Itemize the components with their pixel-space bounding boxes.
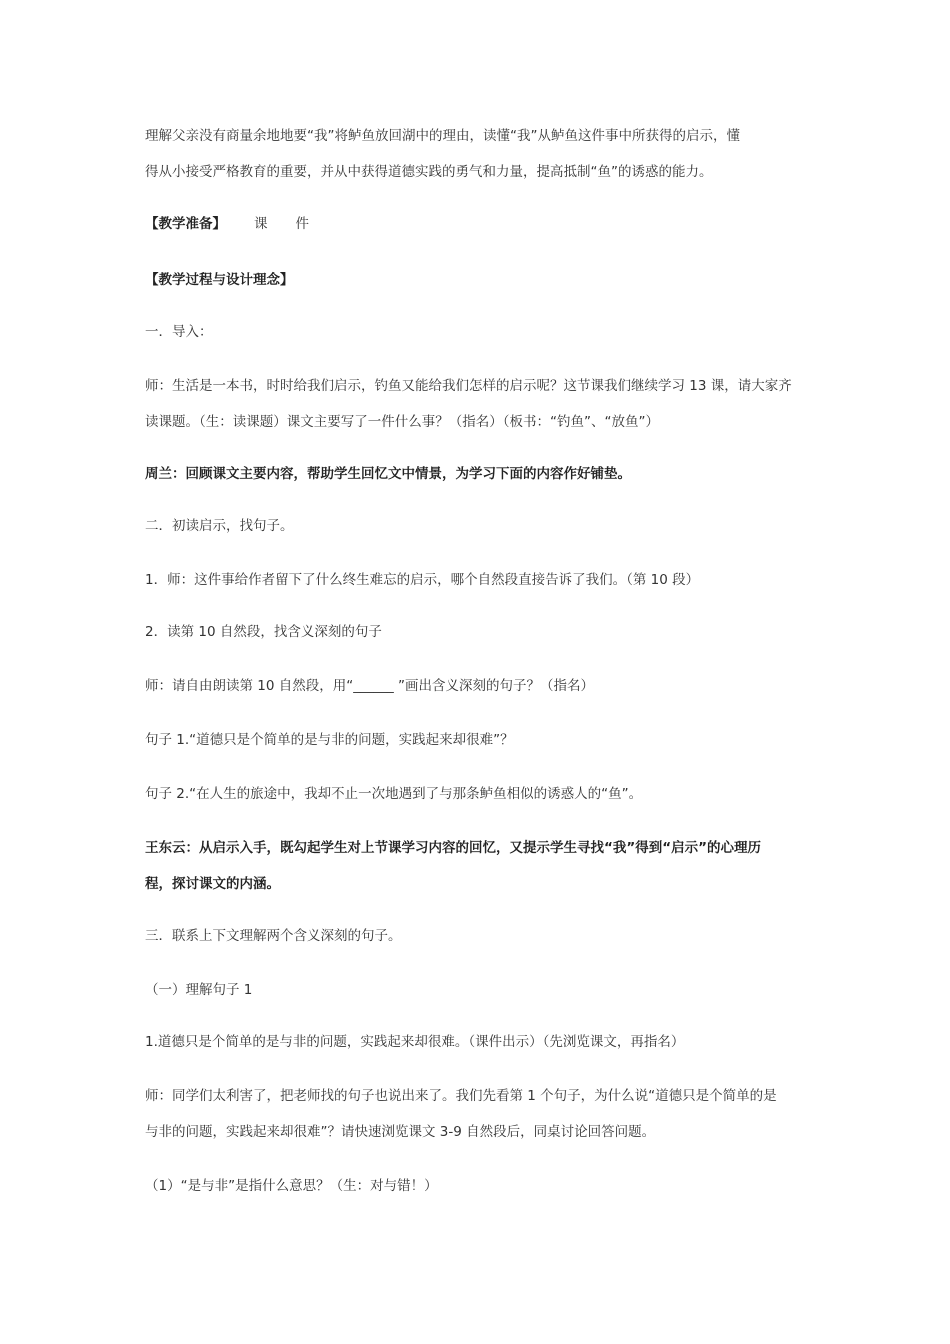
comment-2-line-1: 王东云：从启示入手，既勾起学生对上节课学习内容的回忆，又提示学生寻找“我”得到“启示”的心理历 xyxy=(145,840,761,856)
step-2: 2．读第 10 自然段，找含义深刻的句子 xyxy=(145,624,382,640)
comment-2-line-2: 程，探讨课文的内涵。 xyxy=(145,876,280,892)
intro-paragraph xyxy=(145,118,815,190)
question-1: （1）“是与非”是指什么意思？（生：对与错！） xyxy=(145,1178,438,1194)
teacher-1-line-1: 师：生活是一本书，时时给我们启示，钓鱼又能给我们怎样的启示呢？这节课我们继续学习 13 课，请大家齐 xyxy=(145,378,792,394)
sub-heading-1: （一）理解句子 1 xyxy=(145,982,253,998)
sentence-1: 句子 1.“道德只是个简单的是与非的问题，实践起来却很难”？ xyxy=(145,732,514,748)
prep-heading: 【教学准备】 xyxy=(145,216,226,232)
teacher-3-line-2: 与非的问题，实践起来却很难”？请快速浏览课文 3-9 自然段后，同桌讨论回答问题。 xyxy=(145,1124,656,1140)
prep-line xyxy=(145,206,815,242)
section-3-heading: 三．联系上下文理解两个含义深刻的句子。 xyxy=(145,928,402,944)
prep-item-1: 课 xyxy=(254,216,268,232)
comment-2 xyxy=(145,830,815,902)
process-heading: 【教学过程与设计理念】 xyxy=(145,272,294,288)
intro-line-1: 理解父亲没有商量余地地要“我”将鲈鱼放回湖中的理由，读懂“我”从鲈鱼这件事中所获得的启示，懂 xyxy=(145,128,740,144)
sentence-2: 句子 2.“在人生的旅途中，我却不止一次地遇到了与那条鲈鱼相似的诱惑人的“鱼”。 xyxy=(145,786,643,802)
comment-1: 周兰：回顾课文主要内容，帮助学生回忆文中情景，为学习下面的内容作好铺垫。 xyxy=(145,466,631,482)
teacher-3-line-1: 师：同学们太利害了，把老师找的句子也说出来了。我们先看第 1 个句子，为什么说“道德只是个简单的是 xyxy=(145,1088,777,1104)
teacher-1-line-2: 读课题。（生：读课题）课文主要写了一件什么事？（指名）（板书：“钓鱼”、“放鱼”） xyxy=(145,414,659,430)
section-1-heading: 一．导入： xyxy=(145,324,213,340)
teacher-paragraph-2: 师：请自由朗读第 10 自然段，用“______ ”画出含义深刻的句子？（指名） xyxy=(145,678,595,694)
section-2-heading: 二．初读启示，找句子。 xyxy=(145,518,294,534)
step-1: 1．师：这件事给作者留下了什么终生难忘的启示，哪个自然段直接告诉了我们。（第 10 段） xyxy=(145,572,700,588)
item-1: 1.道德只是个简单的是与非的问题，实践起来却很难。（课件出示）（先浏览课文，再指名） xyxy=(145,1034,685,1050)
teacher-paragraph-1 xyxy=(145,368,815,440)
prep-item-2: 件 xyxy=(295,216,309,232)
intro-line-2: 得从小接受严格教育的重要，并从中获得道德实践的勇气和力量，提高抵制“鱼”的诱惑的能力。 xyxy=(145,164,713,180)
teacher-paragraph-3 xyxy=(145,1078,815,1150)
